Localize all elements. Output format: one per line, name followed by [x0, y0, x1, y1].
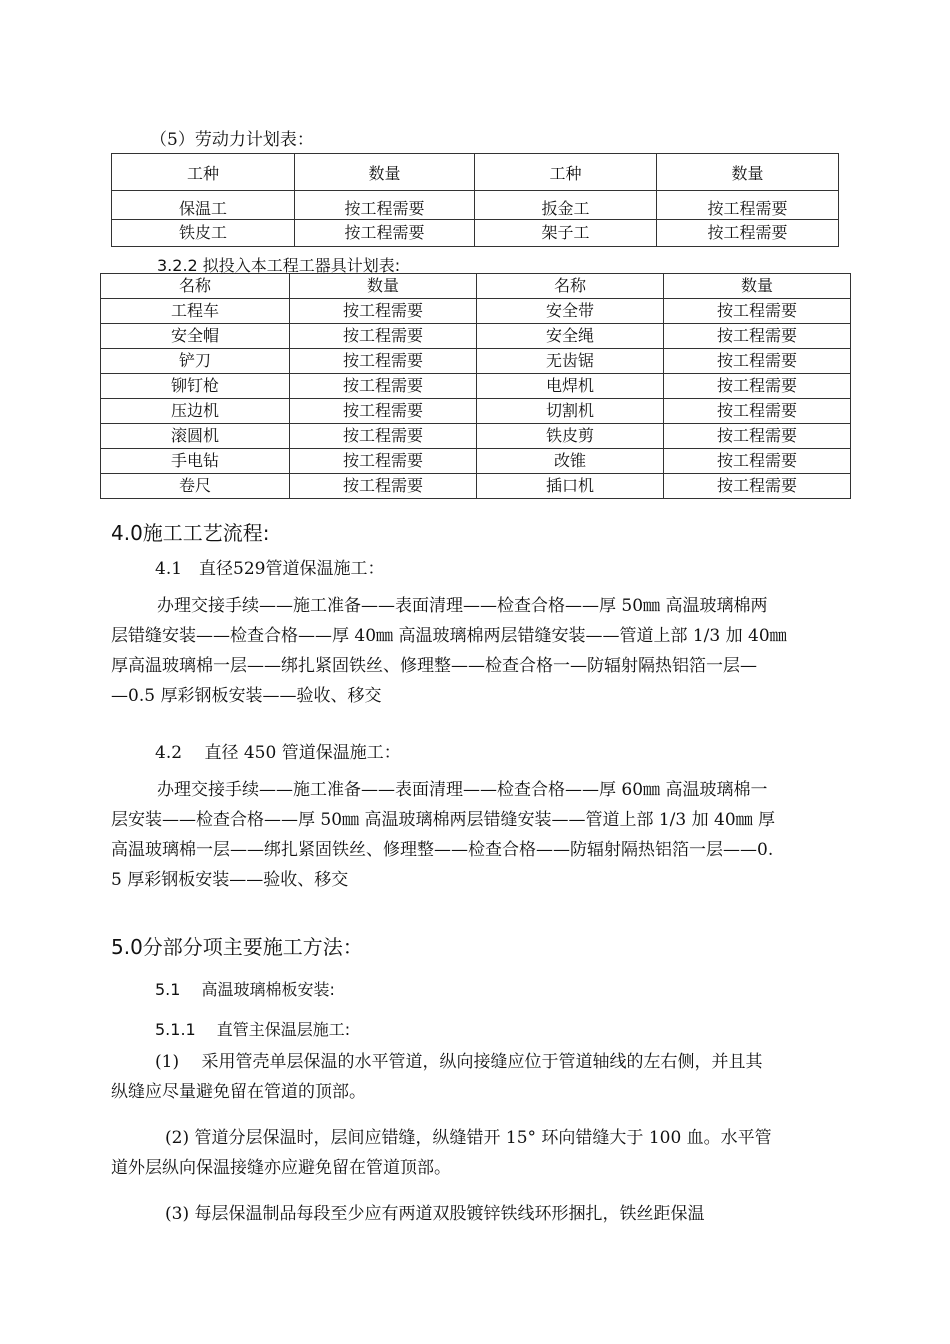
table-header-cell: 名称	[101, 274, 290, 299]
table-cell: 卷尺	[101, 474, 290, 499]
paragraph-line: —0.5 厚彩钢板安装——验收、移交	[111, 686, 382, 706]
item-3-paragraph	[111, 1199, 704, 1229]
paragraph-line: (1) 采用管壳单层保温的水平管道，纵向接缝应位于管道轴线的左右侧，并且其	[155, 1052, 763, 1072]
table-cell: 按工程需要	[664, 299, 851, 324]
item-2-paragraph	[111, 1123, 772, 1183]
table-header-cell: 数量	[295, 154, 475, 191]
paragraph-line: 高温玻璃棉一层——绑扎紧固铁丝、修理整——检查合格——防辐射隔热铝箔一层——0.	[111, 840, 774, 860]
table-cell: 安全帽	[101, 324, 290, 349]
table-cell: 按工程需要	[290, 399, 477, 424]
table-row	[101, 424, 851, 449]
table-header-cell: 工种	[112, 154, 295, 191]
table-header-row	[101, 274, 851, 299]
section-5-heading: 5.0分部分项主要施工方法：	[111, 935, 363, 959]
section-4-2-paragraph	[111, 775, 775, 895]
table-row	[112, 220, 839, 247]
table-cell: 按工程需要	[290, 474, 477, 499]
table-header-cell: 数量	[657, 154, 839, 191]
table-cell: 切割机	[477, 399, 664, 424]
table-cell: 按工程需要	[664, 324, 851, 349]
table-cell: 按工程需要	[664, 399, 851, 424]
table-cell: 架子工	[475, 220, 657, 247]
table-cell: 按工程需要	[295, 220, 475, 247]
item-1-paragraph	[111, 1047, 762, 1107]
paragraph-line: 道外层纵向保温接缝亦应避免留在管道顶部。	[111, 1158, 451, 1178]
table-cell: 安全带	[477, 299, 664, 324]
labor-plan-title: （5）劳动力计划表：	[150, 130, 314, 150]
table-row	[101, 449, 851, 474]
section-4-heading: 4.0施工工艺流程:	[111, 521, 270, 545]
paragraph-line: 办理交接手续——施工准备——表面清理——检查合格——厚 50㎜ 高温玻璃棉两	[157, 596, 768, 616]
section-4-1-paragraph	[111, 591, 787, 711]
paragraph-line: (3) 每层保温制品每段至少应有两道双股镀锌铁线环形捆扎，铁丝距保温	[165, 1204, 705, 1224]
table-header-row	[112, 154, 839, 191]
paragraph-line: 层安装——检查合格——厚 50㎜ 高温玻璃棉两层错缝安装——管道上部 1/3 加 40㎜ 厚	[111, 810, 776, 830]
section-4-2-title: 4.2 直径 450 管道保温施工：	[155, 743, 401, 763]
section-5-1-1-title: 5.1.1 直管主保温层施工:	[155, 1020, 351, 1039]
table-cell: 按工程需要	[664, 374, 851, 399]
table-cell: 按工程需要	[290, 374, 477, 399]
table-cell: 铁皮剪	[477, 424, 664, 449]
table-cell: 铆钉枪	[101, 374, 290, 399]
table-row	[101, 374, 851, 399]
table-cell: 扳金工	[475, 191, 657, 220]
table-header-cell: 数量	[664, 274, 851, 299]
table-cell: 滚圆机	[101, 424, 290, 449]
table-cell: 工程车	[101, 299, 290, 324]
paragraph-line: 层错缝安装——检查合格——厚 40㎜ 高温玻璃棉两层错缝安装——管道上部 1/3 加 40㎜	[111, 626, 787, 646]
tool-plan-table	[100, 273, 851, 499]
table-row	[101, 349, 851, 374]
paragraph-line: 厚高温玻璃棉一层——绑扎紧固铁丝、修理整——检查合格一—防辐射隔热铝箔一层—	[111, 656, 757, 676]
table-cell: 按工程需要	[664, 349, 851, 374]
table-cell: 改锥	[477, 449, 664, 474]
table-cell: 电焊机	[477, 374, 664, 399]
section-5-1-title: 5.1 高温玻璃棉板安装:	[155, 980, 335, 999]
table-header-cell: 工种	[475, 154, 657, 191]
table-cell: 按工程需要	[290, 424, 477, 449]
table-cell: 手电钻	[101, 449, 290, 474]
table-row	[112, 191, 839, 220]
paragraph-line: 办理交接手续——施工准备——表面清理——检查合格——厚 60㎜ 高温玻璃棉一	[157, 780, 768, 800]
tool-plan-title: 3.2.2 拟投入本工程工器具计划表:	[157, 256, 401, 275]
table-cell: 无齿锯	[477, 349, 664, 374]
table-cell: 铁皮工	[112, 220, 295, 247]
table-row	[101, 399, 851, 424]
table-cell: 按工程需要	[290, 449, 477, 474]
table-cell: 按工程需要	[290, 349, 477, 374]
table-cell: 插口机	[477, 474, 664, 499]
section-4-1-title: 4.1 直径529管道保温施工：	[155, 559, 385, 579]
table-cell: 按工程需要	[290, 299, 477, 324]
table-row	[101, 324, 851, 349]
paragraph-line: (2) 管道分层保温时，层间应错缝，纵缝错开 15° 环向错缝大于 100 血。水平管	[165, 1128, 772, 1148]
paragraph-line: 5 厚彩钢板安装——验收、移交	[111, 870, 349, 890]
table-row	[101, 474, 851, 499]
table-cell: 按工程需要	[664, 449, 851, 474]
table-cell: 按工程需要	[664, 474, 851, 499]
table-cell: 压边机	[101, 399, 290, 424]
labor-plan-table	[111, 153, 839, 247]
paragraph-line: 纵缝应尽量避免留在管道的顶部。	[111, 1082, 366, 1102]
table-cell: 保温工	[112, 191, 295, 220]
table-header-cell: 数量	[290, 274, 477, 299]
table-cell: 按工程需要	[657, 191, 839, 220]
table-cell: 按工程需要	[664, 424, 851, 449]
table-cell: 按工程需要	[290, 324, 477, 349]
table-cell: 安全绳	[477, 324, 664, 349]
table-row	[101, 299, 851, 324]
table-cell: 铲刀	[101, 349, 290, 374]
table-cell: 按工程需要	[295, 191, 475, 220]
table-header-cell: 名称	[477, 274, 664, 299]
table-cell: 按工程需要	[657, 220, 839, 247]
